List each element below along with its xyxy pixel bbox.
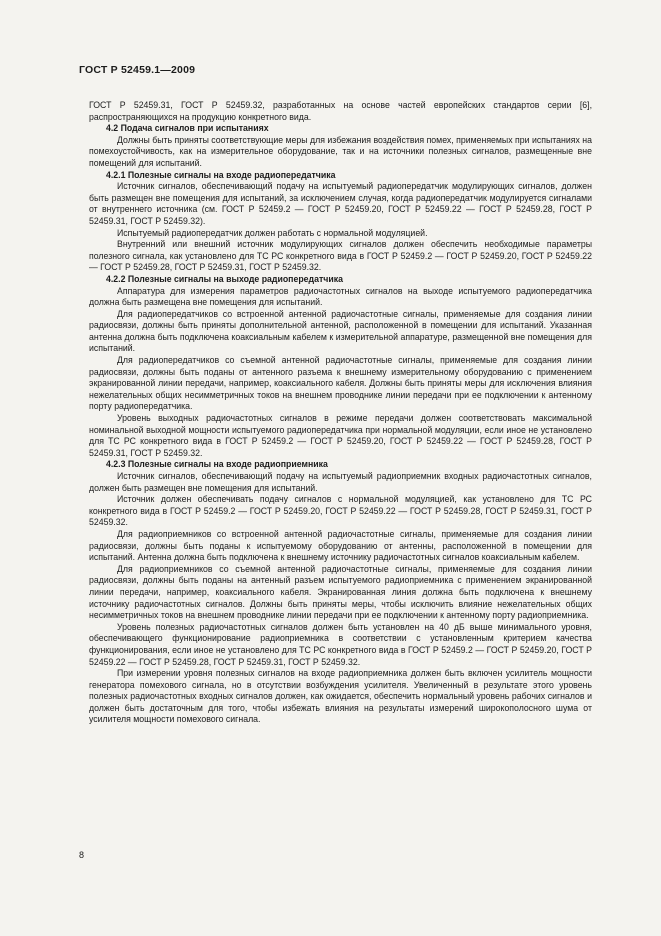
paragraph: Для радиопередатчиков со съемной антенной радиочастотные сигналы, применяемые для создания линии радиосвязи, должны быть поданы от антенного разъема к внешнему измерительному оборудованию с применением экранированной линии передачи, например, коаксиального кабеля. Должны быть приняты меры для исключения влияния нежелательных общих несимметричных токов на внешнем проводнике линии передачи при ее подключении к антенному порту радиопередатчика.	[89, 355, 592, 412]
paragraph: При измерении уровня полезных сигналов на входе радиоприемника должен быть включен усилитель мощности генератора помехового сигнала, но в отсутствии возбуждения усилителя. Увеличенный в результате этого уровень полезных радиочастотных входных сигналов должен, как ожидается, обеспечить нормальный уровень рабочих сигналов и должен быть достаточным для того, чтобы избежать влияния на результаты измерений широкополосного шума от усилителя мощности помехового сигнала.	[89, 668, 592, 725]
paragraph: Для радиопередатчиков со встроенной антенной радиочастотные сигналы, применяемые для создания линии радиосвязи, должны быть приняты дополнительной антенной, расположенной в помещении для испытаний. Указанная антенна должна быть подключена коаксиальным кабелем к измерительной аппаратуре, размещенной вне помещения для испытаний.	[89, 308, 592, 354]
section-heading: 4.2 Подача сигналов при испытаниях	[106, 123, 269, 134]
document-body	[89, 100, 592, 726]
subsection-heading: 4.2.3 Полезные сигналы на входе радиоприемника	[106, 459, 328, 470]
subsection-heading: 4.2.1 Полезные сигналы на входе радиопередатчика	[106, 169, 336, 180]
paragraph: ГОСТ Р 52459.31, ГОСТ Р 52459.32, разработанных на основе частей европейских стандартов серии [6], распространяющихся на продукцию конкретного вида.	[89, 100, 592, 122]
paragraph: Аппаратура для измерения параметров радиочастотных сигналов на выходе испытуемого радиопередатчика должна быть размещена вне помещения для испытаний.	[89, 285, 592, 308]
paragraph: Источник сигналов, обеспечивающий подачу на испытуемый радиопередатчик модулирующих сигналов, должен быть размещен вне помещения для испытаний, за исключением случая, когда радиопередатчик модулируется сигналами от внутреннего источника (см. ГОСТ Р 52459.2 — ГОСТ Р 52459.20, ГОСТ Р 52459.22 — ГОСТ Р 52459.28, ГОСТ Р 52459.31, ГОСТ Р 52459.32).	[89, 181, 592, 226]
page-header: ГОСТ Р 52459.1—2009	[79, 64, 196, 76]
paragraph: Источник должен обеспечивать подачу сигналов с нормальной модуляцией, как установлено для ТС РС конкретного вида в ГОСТ Р 52459.2 — ГОСТ Р 52459.20, ГОСТ Р 52459.22 — ГОСТ Р 52459.28, ГОСТ Р 52459.31, ГОСТ Р 52459.32.	[89, 494, 592, 528]
paragraph: Испытуемый радиопередатчик должен работать с нормальной модуляцией.	[117, 227, 428, 238]
paragraph: Уровень выходных радиочастотных сигналов в режиме передачи должен соответствовать максимальной номинальной выходной мощности испытуемого радиопередатчика при нормальной модуляции, если иное не установлено для ТС РС конкретного вида в ГОСТ Р 52459.2 — ГОСТ Р 52459.20, ГОСТ Р 52459.22 — ГОСТ Р 52459.28, ГОСТ Р 52459.31, ГОСТ Р 52459.32.	[89, 413, 592, 458]
paragraph: Для радиоприемников со съемной антенной радиочастотные сигналы, применяемые для создания линии радиосвязи, должны быть поданы на антенный разъем испытуемого радиоприемника с применением экранированной линии передачи, например, коаксиального кабеля. Экранированная линия должна быть подключена к внешнему источнику радиочастотных сигналов. Должны быть приняты меры, чтобы исключить влияние нежелательных общих несимметричных токов на внешнем проводнике линии передачи при ее подключении к антенному порту радиоприемника.	[89, 563, 592, 621]
page-number: 8	[79, 850, 85, 860]
paragraph: Уровень полезных радиочастотных сигналов должен быть установлен на 40 дБ выше минимального уровня, обеспечивающего функционирование радиоприемника в соответствии с установленным критерием качества функционирования, если иное не установлено для ТС РС конкретного вида в ГОСТ Р 52459.2 — ГОСТ Р 52459.20, ГОСТ Р 52459.22 — ГОСТ Р 52459.28, ГОСТ Р 52459.31, ГОСТ Р 52459.32.	[89, 621, 592, 667]
subsection-heading: 4.2.2 Полезные сигналы на выходе радиопередатчика	[106, 273, 343, 284]
paragraph: Внутренний или внешний источник модулирующих сигналов должен обеспечить необходимые параметры полезного сигнала, как установлено для ТС РС конкретного вида в ГОСТ Р 52459.2 — ГОСТ Р 52459.20, ГОСТ Р 52459.22 — ГОСТ Р 52459.28, ГОСТ Р 52459.31, ГОСТ Р 52459.32.	[89, 239, 592, 273]
paragraph: Должны быть приняты соответствующие меры для избежания воздействия помех, применяемых при испытаниях на помехоустойчивость, как на измерительное оборудование, так и на источники полезных сигналов, размещенные вне помещений для испытаний.	[89, 134, 592, 168]
paragraph: Для радиоприемников со встроенной антенной радиочастотные сигналы, применяемые для создания линии радиосвязи, должны быть поданы к испытуемому оборудованию от антенны, расположенной в помещении для испытаний. Антенна должна быть подключена к внешнему источнику радиочастотных сигналов коаксиальным кабелем.	[89, 528, 592, 563]
paragraph: Источник сигналов, обеспечивающий подачу на испытуемый радиоприемник входных радиочастотных сигналов, должен быть размещен вне помещения для испытаний.	[89, 471, 592, 493]
